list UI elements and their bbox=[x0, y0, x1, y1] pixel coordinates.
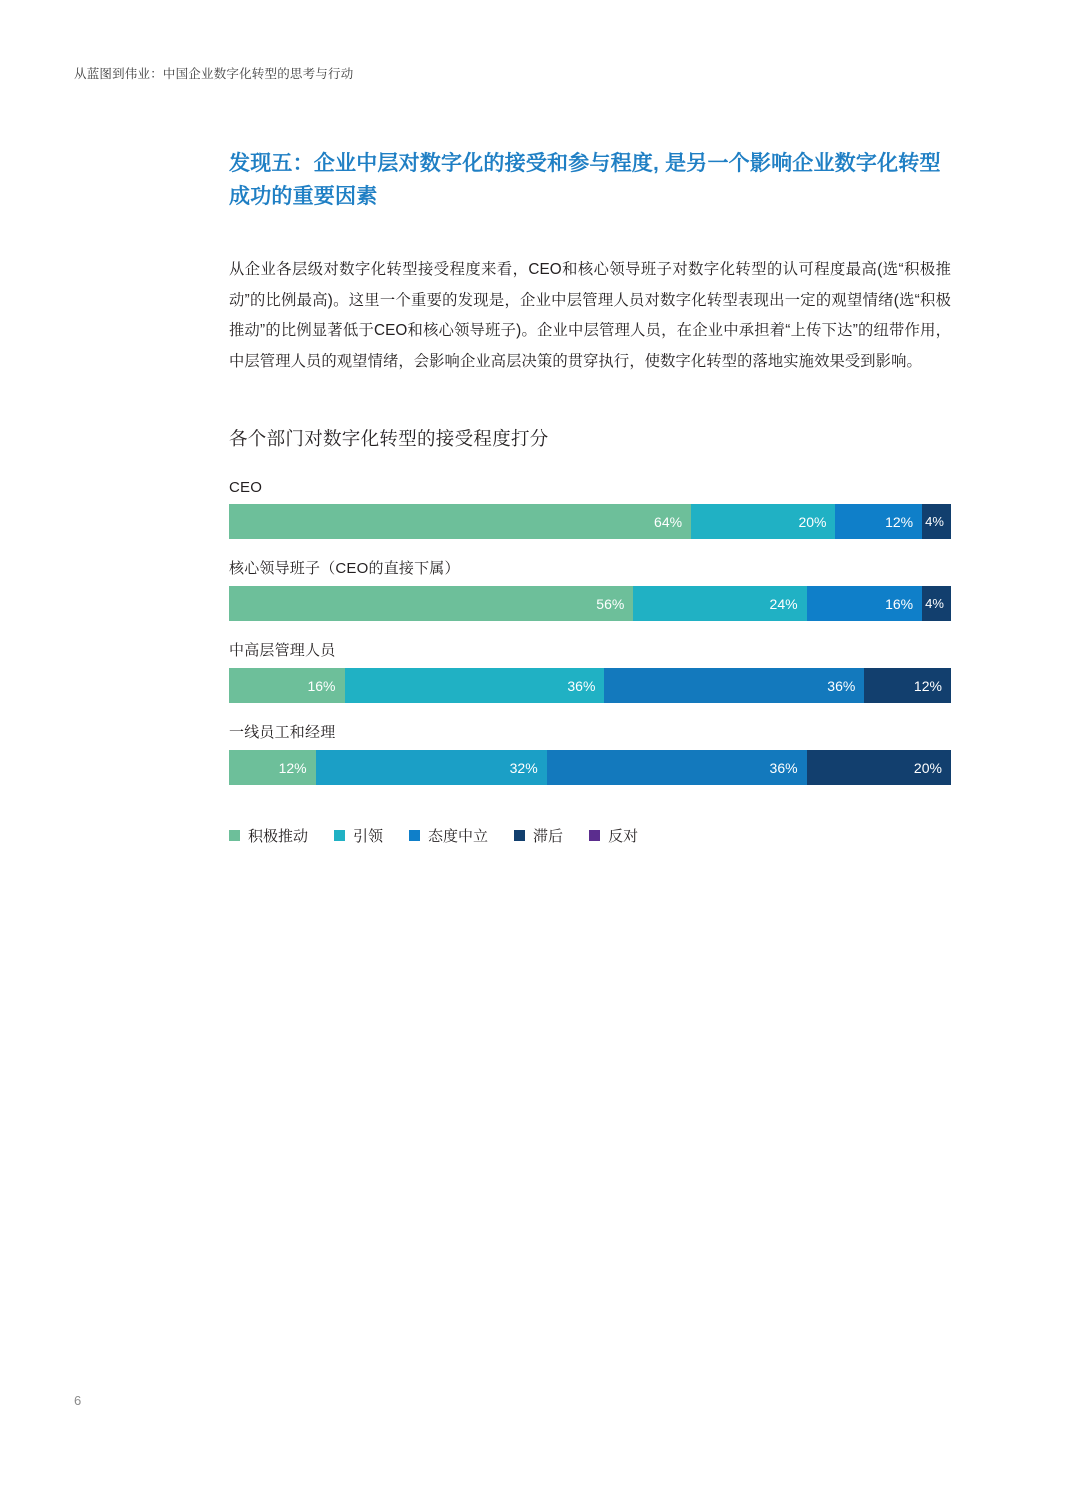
legend-item bbox=[589, 825, 638, 846]
page-title: 发现五：企业中层对数字化的接受和参与程度, 是另一个影响企业数字化转型成功的重要因素 bbox=[229, 152, 941, 208]
legend-label: 引领 bbox=[353, 828, 384, 846]
bar-segment-active: 16% bbox=[229, 668, 345, 703]
bar-segment-neutral: 12% bbox=[835, 504, 922, 539]
bar-group bbox=[229, 479, 951, 539]
chart-legend bbox=[229, 825, 951, 846]
bar-category-label: CEO bbox=[229, 479, 263, 497]
bar-category-label: 中高层管理人员 bbox=[229, 642, 336, 660]
legend-swatch-icon bbox=[589, 830, 600, 841]
bar-group bbox=[229, 639, 951, 703]
bar-segment-leading: 20% bbox=[691, 504, 835, 539]
bar-segment-leading: 24% bbox=[633, 586, 806, 621]
legend-item bbox=[514, 825, 563, 846]
bar-segment-lagging: 4% bbox=[922, 586, 951, 621]
running-header: 从蓝图到伟业：中国企业数字化转型的思考与行动 bbox=[74, 67, 354, 81]
bar-group bbox=[229, 721, 951, 785]
legend-swatch-icon bbox=[334, 830, 345, 841]
legend-swatch-icon bbox=[409, 830, 420, 841]
legend-label: 态度中立 bbox=[428, 828, 489, 846]
legend-swatch-icon bbox=[229, 830, 240, 841]
bar-category-label: 核心领导班子（CEO的直接下属） bbox=[229, 560, 460, 578]
bar-segment-active: 64% bbox=[229, 504, 691, 539]
bar-track bbox=[229, 750, 951, 785]
stacked-bar-chart bbox=[229, 479, 951, 846]
bar-track bbox=[229, 504, 951, 539]
bar-segment-leading: 36% bbox=[345, 668, 605, 703]
legend-item bbox=[334, 825, 383, 846]
bar-segment-lagging: 20% bbox=[807, 750, 951, 785]
legend-swatch-icon bbox=[514, 830, 525, 841]
bar-track bbox=[229, 586, 951, 621]
bar-segment-neutral: 16% bbox=[807, 586, 923, 621]
bar-segment-lagging: 4% bbox=[922, 504, 951, 539]
bar-segment-leading: 32% bbox=[316, 750, 547, 785]
page-number: 6 bbox=[74, 1393, 82, 1408]
bar-segment-active: 12% bbox=[229, 750, 316, 785]
bar-segment-active: 56% bbox=[229, 586, 633, 621]
bar-category-label: 一线员工和经理 bbox=[229, 724, 336, 742]
legend-item bbox=[229, 825, 308, 846]
bar-group bbox=[229, 557, 951, 621]
legend-label: 反对 bbox=[608, 828, 639, 846]
legend-item bbox=[409, 825, 488, 846]
bar-segment-neutral: 36% bbox=[604, 668, 864, 703]
legend-label: 滞后 bbox=[533, 828, 564, 846]
bar-segment-neutral: 36% bbox=[547, 750, 807, 785]
legend-label: 积极推动 bbox=[248, 828, 309, 846]
body-paragraph: 从企业各层级对数字化转型接受程度来看，CEO和核心领导班子对数字化转型的认可程度最高(选“积极推动”的比例最高)。这里一个重要的发现是，企业中层管理人员对数字化转型表现出一定的观望情绪(选“积极推动”的比例显著低于CEO和核心领导班子)。企业中层管理人员，在企业中承担着“上传下达”的纽带作用，中层管理人员的观望情绪，会影响企业高层决策的贯穿执行，使数字化转型的落地实施效果受到影响。 bbox=[229, 261, 951, 370]
bar-segment-lagging: 12% bbox=[864, 668, 951, 703]
page-content bbox=[229, 148, 951, 846]
chart-title: 各个部门对数字化转型的接受程度打分 bbox=[229, 428, 549, 450]
bar-track bbox=[229, 668, 951, 703]
